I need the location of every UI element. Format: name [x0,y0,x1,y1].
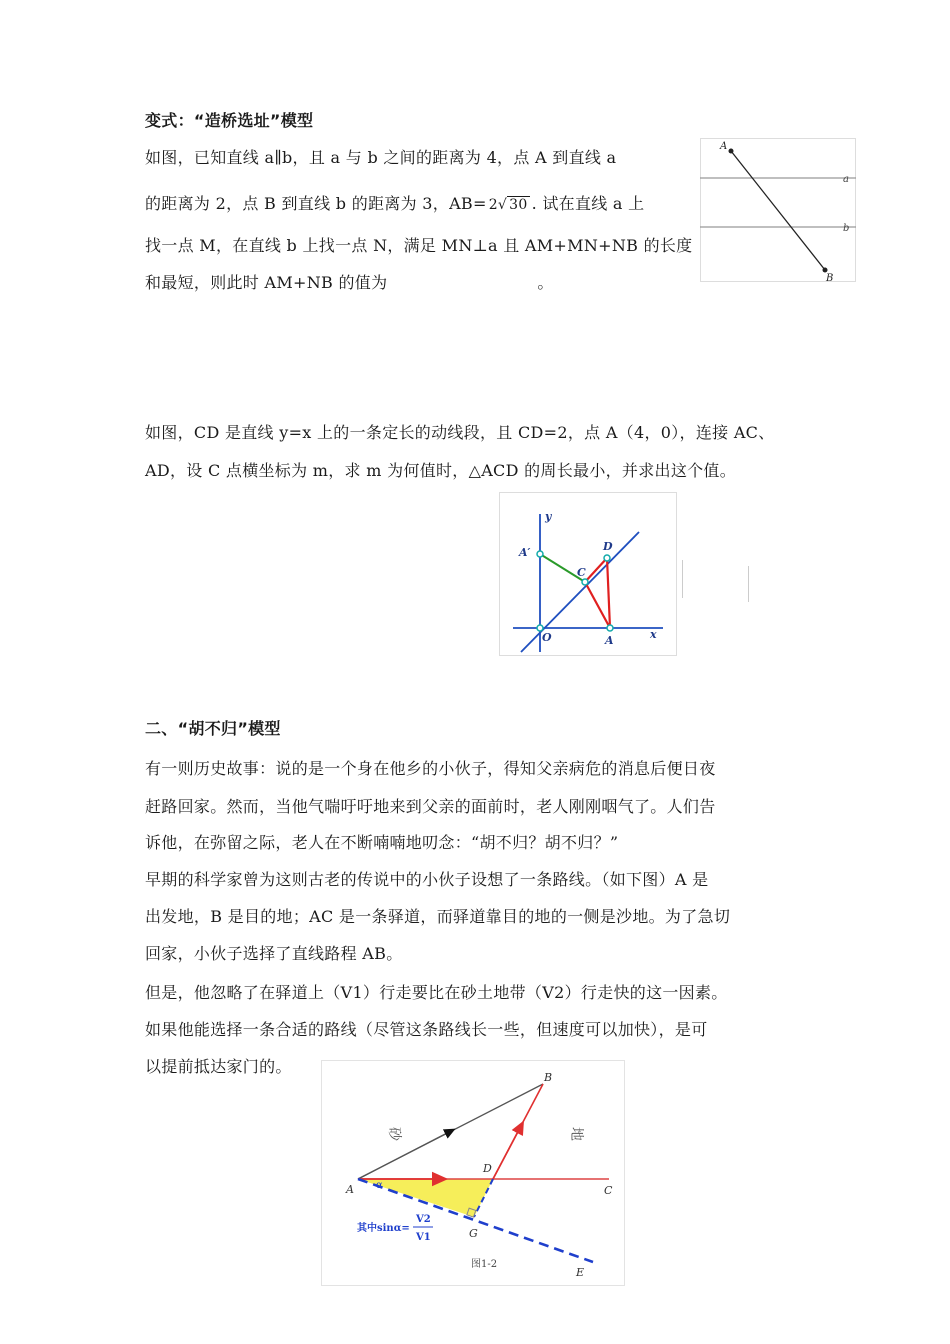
label-A: A [346,1183,354,1196]
section1-line-2-tail: . 试在直线 a 上 [531,194,645,213]
point-D [604,555,610,561]
section1-heading: 变式：“造桥选址”模型 [145,111,314,130]
point-A [729,149,734,154]
label-G: G [469,1227,478,1240]
section1-line-4-text: 和最短，则此时 AM+NB 的值为 [145,273,388,292]
label-O: O [542,631,552,644]
point-A [607,625,613,631]
label-C: C [577,566,586,579]
section1-line-1: 如图，已知直线 a∥b，且 a 与 b 之间的距离为 4，点 A 到直线 a [145,148,617,167]
section2-line-1: 如图，CD 是直线 y=x 上的一条定长的动线段，且 CD=2，点 A（4，0），连接 AC、 [145,423,775,442]
segment-AB [731,151,825,270]
point-B [823,268,828,273]
label-sand-right: 地 [568,1127,584,1141]
point-C [582,579,588,585]
section3-line-9: 以提前抵达家门的。 [145,1057,292,1076]
label-B: B [826,273,834,282]
section3-line-7: 但是，他忽略了在驿道上（V1）行走要比在砂土地带（V2）行走快的这一因素。 [145,983,728,1002]
fragment-line-1 [682,560,683,598]
section1-line-3: 找一点 M，在直线 b 上找一点 N，满足 MN⊥a 且 AM+MN+NB 的长度 [145,236,693,255]
section3-line-5: 出发地，B 是目的地；AC 是一条驿道，而驿道靠目的地的一侧是沙地。为了急切 [145,907,731,926]
hubugui-figure [321,1060,625,1286]
parallel-lines-figure [700,138,856,282]
section3-line-4: 早期的科学家曾为这则古老的传说中的小伙子设想了一条路线。（如下图）A 是 [145,870,709,889]
ab-coef: 2 [488,197,498,213]
line-y-equals-x [521,532,639,652]
section3-line-6: 回家，小伙子选择了直线路程 AB。 [145,944,403,963]
section3-heading: 二、“胡不归”模型 [145,719,281,738]
label-A-axis: A [605,634,614,647]
section1-line-4-end: 。 [537,273,554,292]
coordinate-figure [499,492,677,656]
label-alpha: α [376,1180,383,1191]
section3-line-3: 诉他，在弥留之际，老人在不断喃喃地叨念：“胡不归？胡不归？” [145,833,619,852]
label-y: y [545,510,552,523]
label-b: b [843,223,850,234]
label-sand-left: 砂 [386,1127,402,1141]
label-A-prime: A′ [519,546,531,559]
label-D: D [483,1162,492,1175]
section1-line-4 [145,270,554,293]
ab-radical: 2√ 30 [488,197,528,213]
point-A-prime [537,551,543,557]
formula-v1: V1 [416,1232,431,1243]
section1-line-2 [145,191,644,214]
label-a: a [843,174,849,185]
section3-line-1: 有一则历史故事：说的是一个身在他乡的小伙子，得知父亲病危的消息后便日夜 [145,759,716,778]
label-A: A [720,141,728,152]
section1-line-2-text: 的距离为 2，点 B 到直线 b 的距离为 3，AB= [145,194,487,213]
figure-frame-3 [322,1061,625,1286]
section2-line-2: AD，设 C 点横坐标为 m，求 m 为何值时，△ACD 的周长最小，并求出这个值。 [145,461,737,480]
label-D: D [603,540,613,553]
ab-radicand: 30 [509,197,528,213]
formula-v2: V2 [416,1214,431,1225]
label-B: B [544,1071,553,1084]
formula-prefix: 其中sinα= [357,1223,410,1234]
label-C: C [604,1184,613,1197]
section3-line-2: 赶路回家。然而，当他气喘吁吁地来到父亲的面前时，老人刚刚咽气了。人们告 [145,797,716,816]
section3-line-8: 如果他能选择一条合适的路线（尽管这条路线长一些，但速度可以加快），是可 [145,1020,708,1039]
label-x: x [650,628,657,641]
label-E: E [576,1266,585,1279]
fragment-line-2 [748,566,749,602]
triangle-ACD [585,558,610,628]
figure-caption: 图1-2 [471,1259,498,1270]
